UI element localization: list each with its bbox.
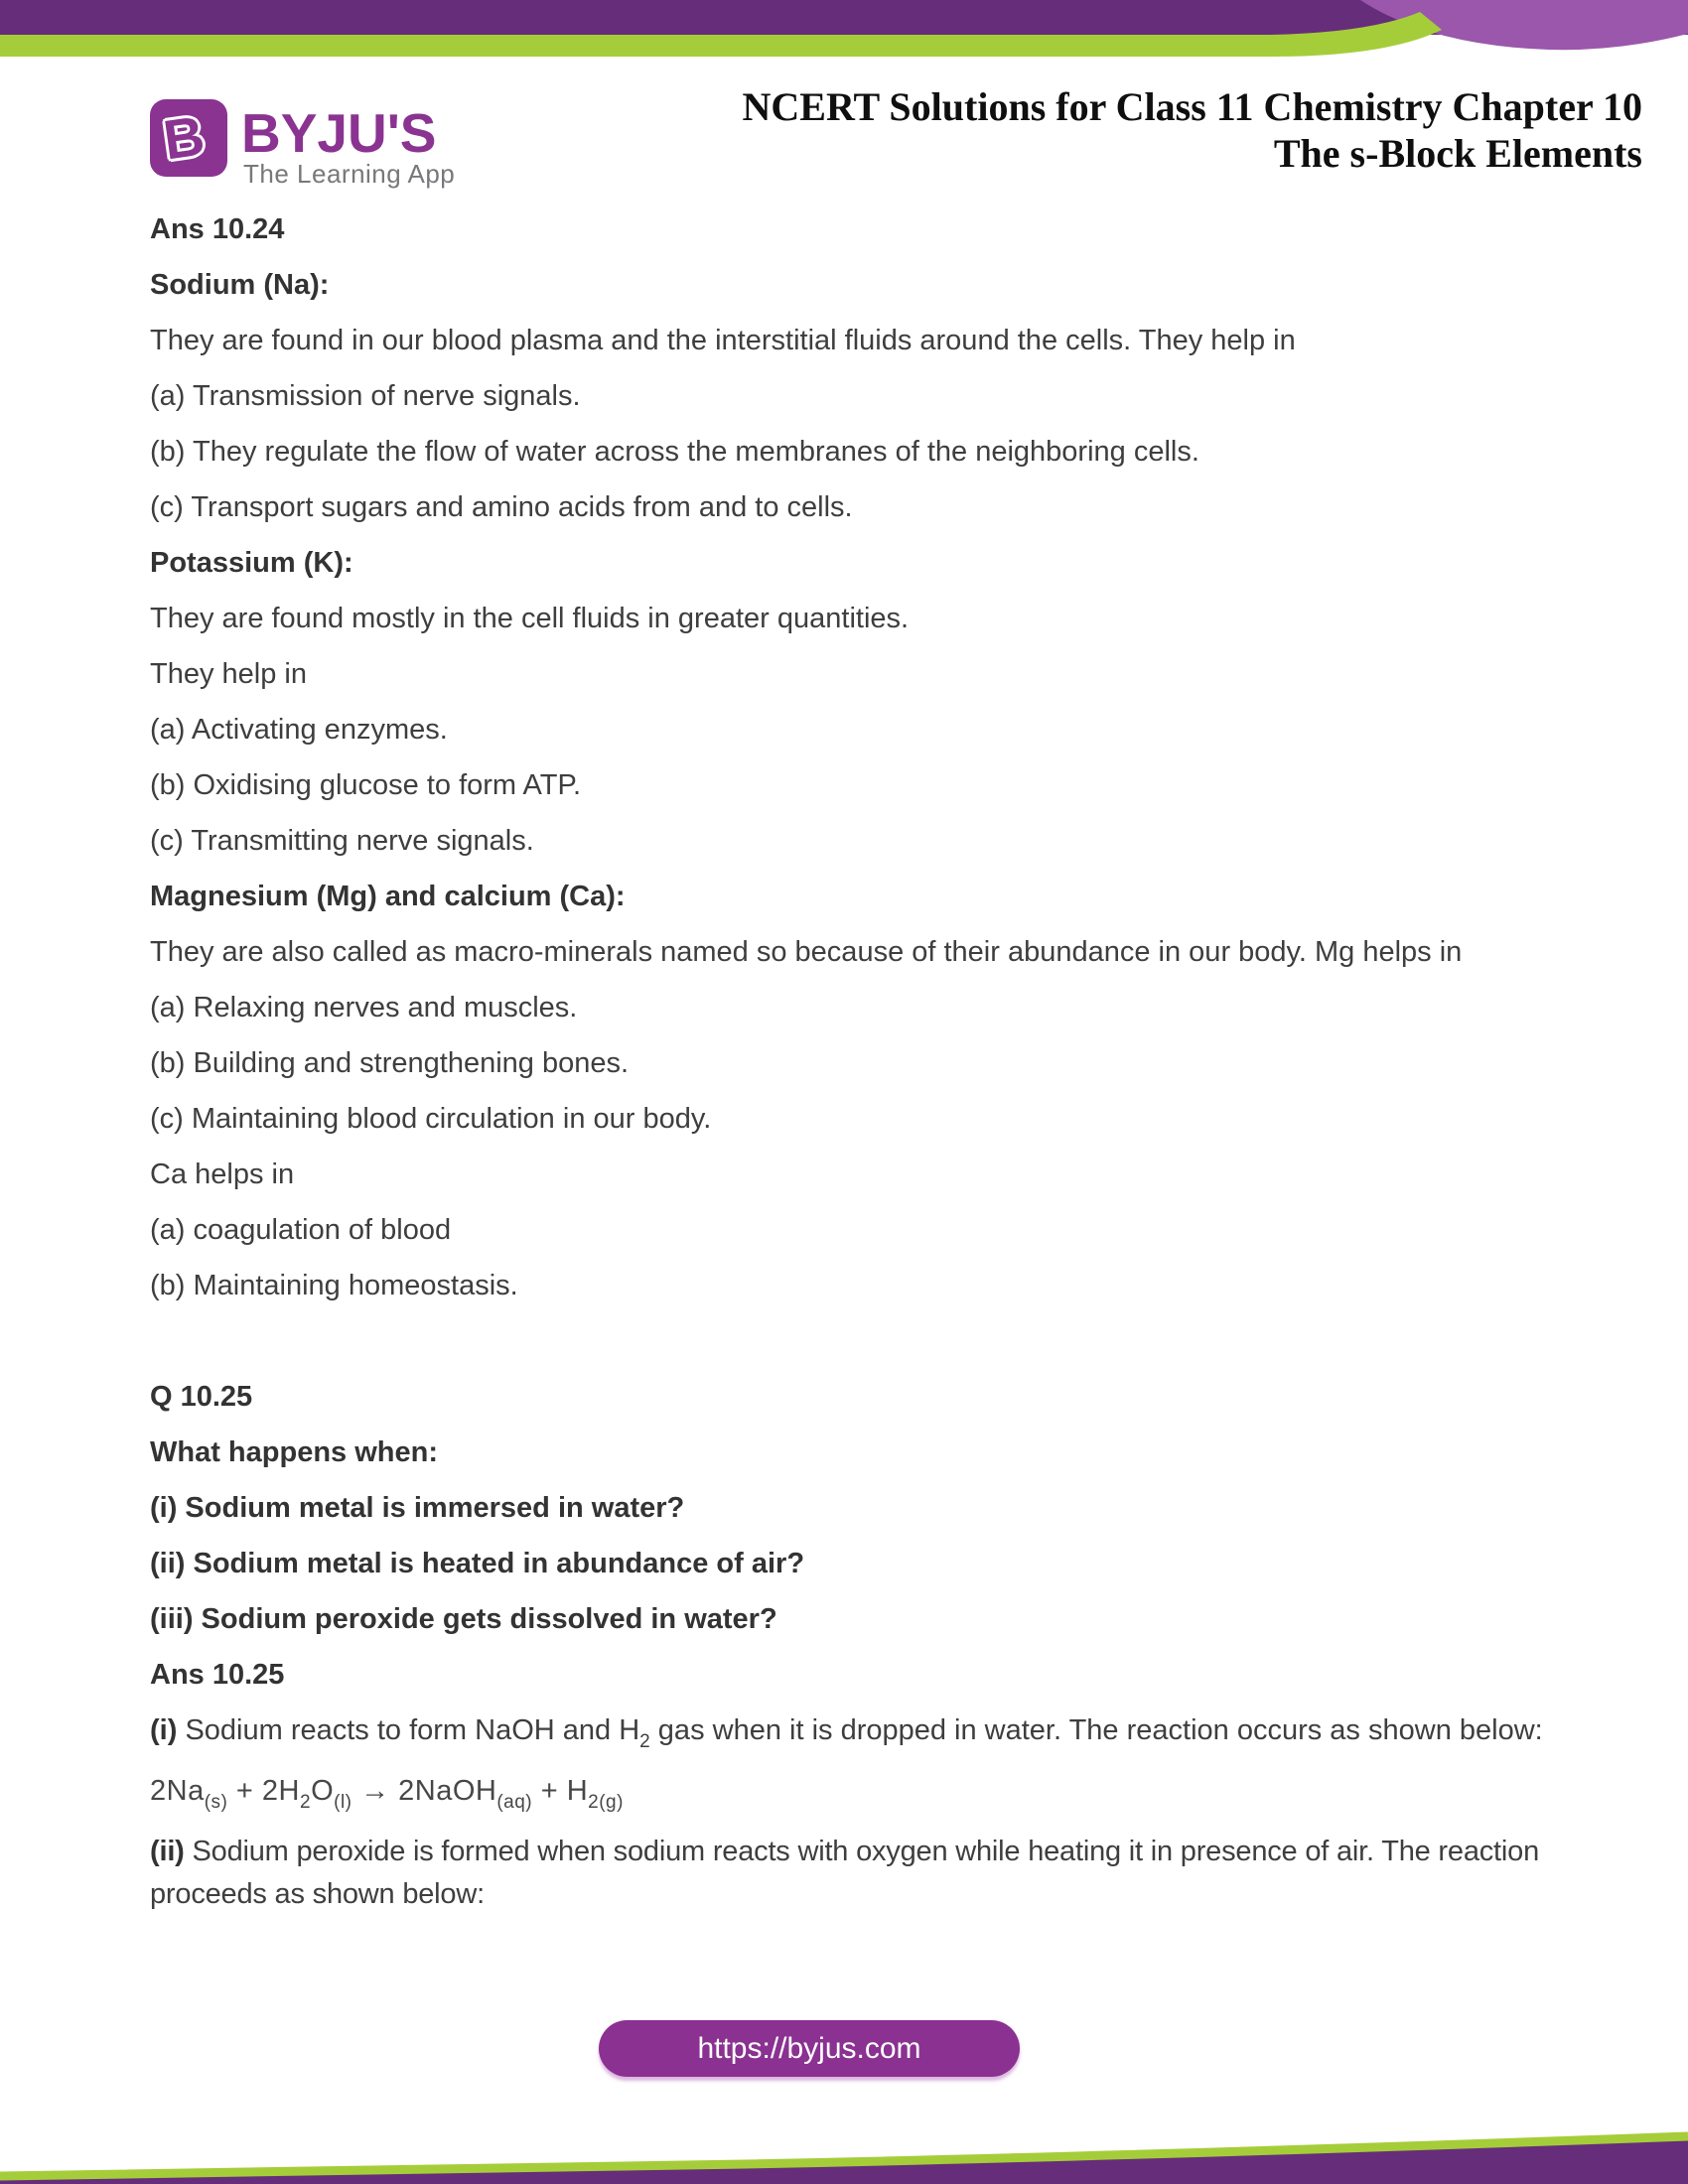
header-wave xyxy=(0,0,1688,60)
page-title-line2: The s-Block Elements xyxy=(1273,131,1642,176)
text-line: (i) Sodium metal is immersed in water? xyxy=(150,1492,685,1524)
text-line: (a) coagulation of blood xyxy=(150,1214,452,1246)
text-line: (i) Sodium reacts to form NaOH and $H_2$ gas when it is dropped in water. The reaction occurs as shown below: xyxy=(150,1714,1543,1752)
text-line: Ca helps in xyxy=(150,1159,295,1190)
page-title-line1: NCERT Solutions for Class 11 Chemistry Chapter 10 xyxy=(742,84,1642,129)
text-line: (ii) Sodium peroxide is formed when sodium reacts with oxygen while heating it in presence of air. The reaction xyxy=(150,1836,1539,1867)
logo-tagline: The Learning App xyxy=(243,159,456,189)
text-line: (b) Oxidising glucose to form ATP. xyxy=(150,769,582,801)
text-line: They are found mostly in the cell fluids in greater quantities. xyxy=(150,603,910,634)
text-line: (b) Maintaining homeostasis. xyxy=(150,1270,518,1301)
text-line: (c) Transmitting nerve signals. xyxy=(150,825,534,857)
text-line: (a) Transmission of nerve signals. xyxy=(150,380,581,412)
text-line: Q 10.25 xyxy=(150,1381,253,1413)
text-line: (c) Maintaining blood circulation in our body. xyxy=(150,1103,712,1135)
text-line: (a) Activating enzymes. xyxy=(150,714,448,746)
content-area xyxy=(150,212,1643,1920)
byjus-link-button[interactable]: https://byjus.com xyxy=(599,2020,1020,2077)
text-line: Magnesium (Mg) and calcium (Ca): xyxy=(150,881,626,912)
blank-line xyxy=(150,1324,1643,1358)
page-title xyxy=(743,83,1642,177)
logo-mark xyxy=(150,99,227,177)
text-line: What happens when: xyxy=(150,1436,438,1468)
logo-wordmark: BYJU'S xyxy=(241,102,437,164)
text-line: Sodium (Na): xyxy=(150,269,330,301)
text-line: They are also called as macro-minerals named so because of their abundance in our body. Mg helps in xyxy=(150,936,1463,968)
chemical-equation: $2Na_{(s)} + 2H_2O_{(l)}$ → 2NaOH$_{(aq)}$ + $H_{2(g)}$ xyxy=(150,1775,624,1813)
text-line: They help in xyxy=(150,658,307,690)
text-line: (iii) Sodium peroxide gets dissolved in water? xyxy=(150,1603,777,1635)
text-line: (ii) Sodium metal is heated in abundance of air? xyxy=(150,1548,805,1579)
text-line: Ans 10.25 xyxy=(150,1659,285,1691)
byjus-logo xyxy=(150,99,577,189)
text-line: (b) Building and strengthening bones. xyxy=(150,1047,630,1079)
text-line: (c) Transport sugars and amino acids from and to cells. xyxy=(150,491,853,523)
text-line: Potassium (K): xyxy=(150,547,353,579)
text-line: (a) Relaxing nerves and muscles. xyxy=(150,992,578,1024)
text-line: (b) They regulate the flow of water across the membranes of the neighboring cells. xyxy=(150,436,1199,468)
text-line: They are found in our blood plasma and the interstitial fluids around the cells. They help in xyxy=(150,325,1296,356)
text-line: proceeds as shown below: xyxy=(150,1878,485,1910)
logo-b-glyph: B xyxy=(159,103,209,172)
text-line: Ans 10.24 xyxy=(150,213,285,245)
footer-wave xyxy=(0,2124,1688,2184)
